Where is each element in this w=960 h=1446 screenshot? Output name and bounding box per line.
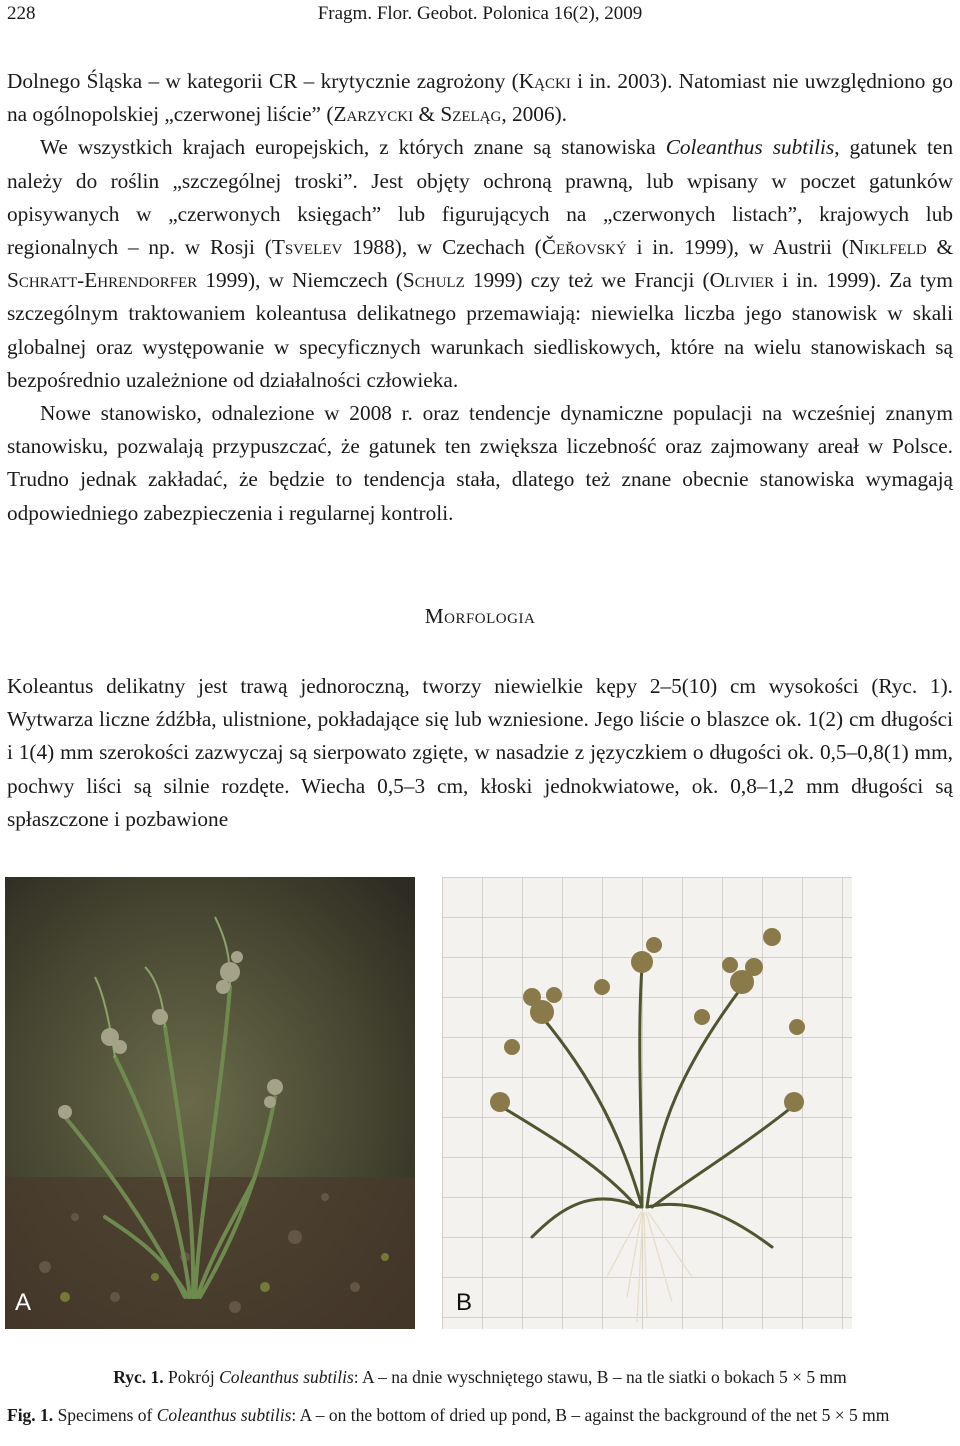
plant-in-habitat-image bbox=[5, 877, 415, 1329]
morphology-section bbox=[7, 670, 953, 836]
specimen-on-grid-image bbox=[442, 877, 852, 1329]
article-body bbox=[7, 65, 953, 530]
figure-caption-polish: Ryc. 1. Pokrój Coleanthus subtilis: A – na dnie wyschniętego stawu, B – na tle siatki o bokach 5 × 5 mm bbox=[113, 1367, 847, 1387]
figure-photo-b bbox=[442, 877, 852, 1329]
paragraph-1: Dolnego Śląska – w kategorii CR – krytycznie zagrożony (Kącki i in. 2003). Natomiast nie uwzględniono go na ogólnopolskiej „czerwonej liście” (Zarzycki & Szeląg, 2006). bbox=[7, 69, 953, 127]
panel-label-b: B bbox=[456, 1289, 473, 1316]
paragraph-2: We wszystkich krajach europejskich, z których znane są stanowiska Coleanthus subtilis, gatunek ten należy do roślin „szczególnej troski”. Jest objęty ochroną prawną, lub wpisany w poczet gatunków opisywanych w „czerwonych księgach” lub figurujących na „czerwonych listach”, krajowych lub regionalnych – np. w Rosji (Tsvelev 1988), w Czechach (Čeřovský i in. 1999), w Austrii (Niklfeld & Schratt-Ehrendorfer 1999), w Niemczech (Schulz 1999) czy też we Francji (Olivier i in. 1999). Za tym szczególnym traktowaniem koleantusa delikatnego przemawiają: niewielka liczba jego stanowisk w skali globalnej oraz występowanie w specyficznych warunkach siedliskowych, które na wielu stanowiskach są bezpośrednio uzależnione od działalności człowieka. bbox=[7, 135, 954, 392]
page-number: 228 bbox=[7, 3, 36, 24]
section-heading: Morfologia bbox=[424, 604, 536, 628]
figure-photo-a bbox=[5, 877, 415, 1329]
figure-caption-english: Fig. 1. Specimens of Coleanthus subtilis: A – on the bottom of dried up pond, B – against the background of the net 5 × 5 mm bbox=[7, 1405, 890, 1425]
morphology-paragraph: Koleantus delikatny jest trawą jednoroczną, tworzy niewielkie kępy 2–5(10) cm wysokości (Ryc. 1). Wytwarza liczne źdźbła, ulistnione, pokładające się lub wzniesione. Jego liście o blaszce ok. 1(2) cm długości i 1(4) mm szerokości zazwyczaj są sierpowato zgięte, w nasadzie z języczkiem o długości ok. 0,5–0,8(1) mm, pochwy liści są silnie rozdęte. Wiecha 0,5–3 cm, kłoski jednokwiatowe, ok. 0,8–1,2 mm długości są spłaszczone i pozbawione bbox=[7, 674, 953, 831]
panel-label-a: A bbox=[15, 1289, 32, 1316]
page-header bbox=[0, 0, 960, 30]
journal-citation: Fragm. Flor. Geobot. Polonica 16(2), 2009 bbox=[317, 3, 643, 24]
paragraph-3: Nowe stanowisko, odnalezione w 2008 r. oraz tendencje dynamiczne populacji na wcześniej znanym stanowisku, pozwalają przypuszczać, że gatunek ten zwiększa liczebność oraz zajmowany areał w Polsce. Trudno jednak zakładać, że będzie to tendencja stała, dlatego też znane obecnie stanowiska wymagają odpowiedniego zabezpieczenia i regularnej kontroli. bbox=[7, 401, 953, 525]
